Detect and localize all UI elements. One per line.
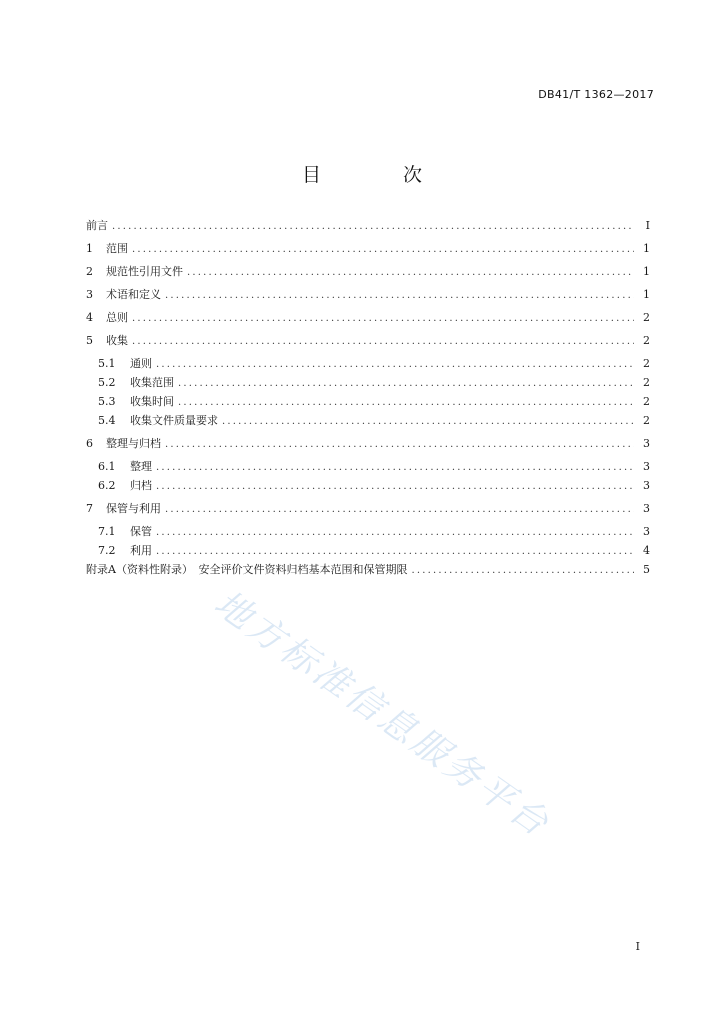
- toc-entry-page: 3: [643, 502, 650, 515]
- toc-entry-page: 2: [643, 395, 650, 408]
- toc-leader-dots: [411, 561, 634, 580]
- toc-entry-label: 附录A（资料性附录） 安全评价文件资料归档基本范围和保管期限: [86, 563, 408, 576]
- toc-entry-page: 2: [643, 357, 650, 370]
- toc-entry-number: 5: [86, 334, 93, 347]
- toc-entry-storage-use[interactable]: [86, 499, 650, 518]
- toc-entry-number: 7.1: [98, 525, 116, 538]
- toc-entry-foreword[interactable]: [86, 216, 650, 235]
- toc-leader-dots: [178, 393, 634, 412]
- toc-entry-page: 1: [643, 288, 650, 301]
- toc-leader-dots: [132, 332, 634, 351]
- toc-entry-number: 5.1: [98, 357, 116, 370]
- toc-entry-storage[interactable]: [86, 522, 650, 541]
- toc-entry-label: 总则: [106, 311, 128, 324]
- toc-entry-page: 2: [643, 334, 650, 347]
- toc-entry-label: 保管: [130, 525, 152, 538]
- toc-entry-terms[interactable]: [86, 285, 650, 304]
- toc-entry-general[interactable]: [86, 308, 650, 327]
- toc-leader-dots: [165, 500, 634, 519]
- toc-leader-dots: [156, 523, 634, 542]
- toc-entry-use[interactable]: [86, 541, 650, 560]
- toc-leader-dots: [222, 412, 634, 431]
- toc-leader-dots: [156, 542, 634, 561]
- toc-entry-page: 2: [643, 414, 650, 427]
- toc-entry-number: 1: [86, 242, 93, 255]
- toc-entry-collection-scope[interactable]: [86, 373, 650, 392]
- document-code: DB41/T 1362—2017: [538, 88, 654, 101]
- toc-leader-dots: [156, 477, 634, 496]
- toc-entry-page: 3: [643, 437, 650, 450]
- toc-entry-collection-time[interactable]: [86, 392, 650, 411]
- toc-entry-label: 收集时间: [130, 395, 174, 408]
- toc-leader-dots: [178, 374, 634, 393]
- toc-entry-page: 3: [643, 460, 650, 473]
- toc-entry-number: 7.2: [98, 544, 116, 557]
- toc-leader-dots: [132, 309, 634, 328]
- toc-entry-number: 3: [86, 288, 93, 301]
- toc-entry-archiving[interactable]: [86, 476, 650, 495]
- toc-entry-page: 4: [643, 544, 650, 557]
- page-number: I: [635, 940, 640, 953]
- toc-entry-page: 5: [643, 563, 650, 576]
- toc-entry-label: 归档: [130, 479, 152, 492]
- toc-entry-label: 保管与利用: [106, 502, 161, 515]
- toc-entry-page: 1: [643, 265, 650, 278]
- toc-entry-label: 术语和定义: [106, 288, 161, 301]
- toc-heading: 目 次: [301, 164, 461, 186]
- toc-entry-page: 1: [643, 242, 650, 255]
- toc-leader-dots: [165, 286, 634, 305]
- toc-entry-number: 7: [86, 502, 93, 515]
- toc-entry-number: 5.3: [98, 395, 116, 408]
- toc-leader-dots: [112, 217, 634, 236]
- toc-entry-number: 5.4: [98, 414, 116, 427]
- toc-entry-scope[interactable]: [86, 239, 650, 258]
- toc-entry-number: 6.1: [98, 460, 116, 473]
- toc-entry-label: 通则: [130, 357, 152, 370]
- toc-leader-dots: [156, 458, 634, 477]
- toc-entry-appendix-a[interactable]: [86, 560, 650, 579]
- toc-leader-dots: [187, 263, 634, 282]
- toc-entry-label: 收集范围: [130, 376, 174, 389]
- toc-entry-number: 5.2: [98, 376, 116, 389]
- toc-entry-page: 2: [643, 311, 650, 324]
- toc-entry-label: 收集: [106, 334, 128, 347]
- toc-leader-dots: [165, 435, 634, 454]
- toc-entry-normative-references[interactable]: [86, 262, 650, 281]
- toc-entry-number: 6: [86, 437, 93, 450]
- toc-entry-general-rules[interactable]: [86, 354, 650, 373]
- toc-entry-number: 2: [86, 265, 93, 278]
- toc-entry-page: 3: [643, 525, 650, 538]
- toc-entry-page: 3: [643, 479, 650, 492]
- toc-entry-label: 整理: [130, 460, 152, 473]
- toc-entry-label: 范围: [106, 242, 128, 255]
- toc-entry-quality-requirements[interactable]: [86, 411, 650, 430]
- toc-entry-label: 收集文件质量要求: [130, 414, 218, 427]
- toc-entry-page: I: [645, 219, 650, 232]
- toc-entry-organizing-archiving[interactable]: [86, 434, 650, 453]
- toc-entry-label: 规范性引用文件: [106, 265, 183, 278]
- toc-entry-organizing[interactable]: [86, 457, 650, 476]
- toc-entry-label: 利用: [130, 544, 152, 557]
- toc-entry-label: 前言: [86, 219, 108, 232]
- toc-entry-page: 2: [643, 376, 650, 389]
- toc-entry-number: 4: [86, 311, 93, 324]
- toc-entry-collection[interactable]: [86, 331, 650, 350]
- table-of-contents: [86, 216, 650, 579]
- watermark-text: 地方标准信息服务平台: [206, 582, 558, 846]
- toc-leader-dots: [132, 240, 634, 259]
- toc-entry-label: 整理与归档: [106, 437, 161, 450]
- toc-leader-dots: [156, 355, 634, 374]
- toc-entry-number: 6.2: [98, 479, 116, 492]
